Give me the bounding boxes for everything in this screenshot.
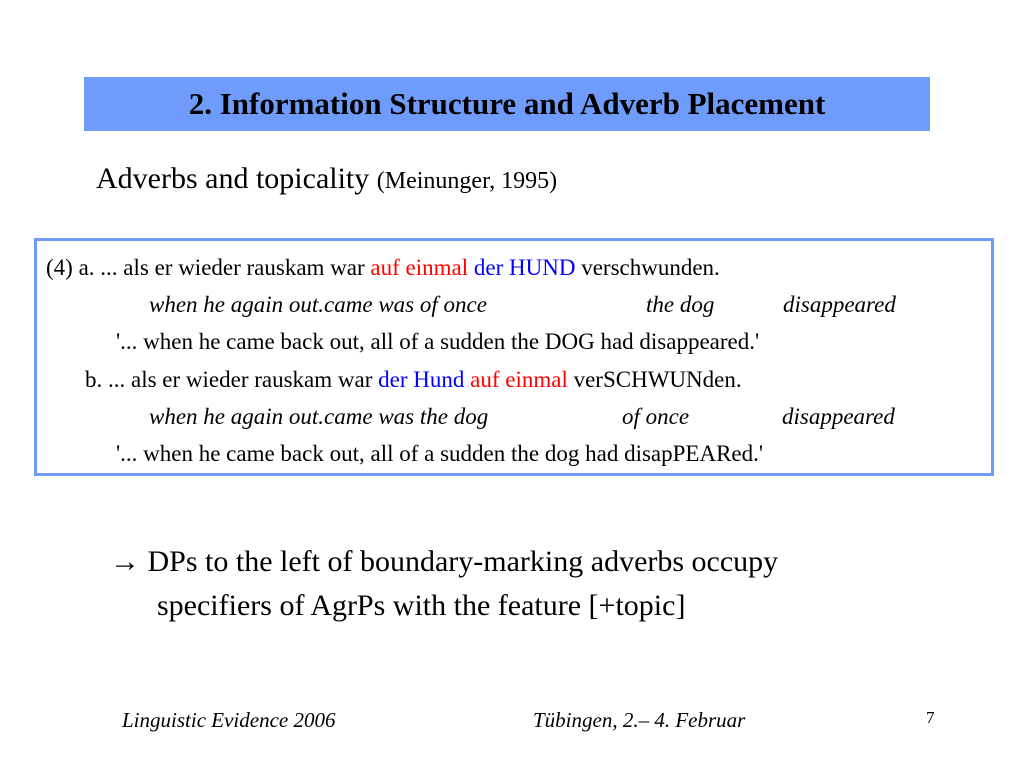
gloss-b-1: when he again out.came was the dog bbox=[149, 404, 489, 429]
gloss-b-3: disappeared bbox=[782, 404, 895, 429]
example-a-gloss bbox=[149, 292, 896, 318]
gloss-b-2: of once bbox=[622, 404, 690, 429]
subtitle-citation: (Meinunger, 1995) bbox=[376, 168, 558, 194]
gloss-a-3: disappeared bbox=[783, 292, 896, 317]
title-bar bbox=[84, 77, 930, 131]
footer-center: Tübingen, 2.– 4. Februar bbox=[533, 708, 746, 732]
subtitle bbox=[96, 162, 557, 196]
example-a-translation: '... when he came back out, all of a sudden the DOG had disappeared.' bbox=[116, 329, 760, 354]
conclusion bbox=[110, 540, 778, 628]
example-a-prefix: (4) a. ... als er wieder rauskam war bbox=[46, 255, 365, 280]
gloss-a-2: the dog bbox=[646, 292, 715, 317]
example-b-prefix: b. ... als er wieder rauskam war bbox=[85, 367, 373, 392]
subtitle-main: Adverbs and topicality bbox=[96, 162, 370, 195]
page-title: 2. Information Structure and Adverb Placement bbox=[188, 86, 826, 121]
example-b-translation: '... when he came back out, all of a sudden the dog had disapPEARed.' bbox=[116, 441, 764, 466]
conclusion-text-1: DPs to the left of boundary-marking adverbs occupy bbox=[147, 545, 779, 578]
example-box bbox=[34, 238, 994, 476]
arrow-icon: → bbox=[110, 545, 140, 578]
gloss-a-1: when he again out.came was of once bbox=[149, 292, 487, 317]
footer-left: Linguistic Evidence 2006 bbox=[122, 708, 336, 732]
example-a-dp: der HUND bbox=[473, 255, 576, 280]
example-a-adverb: auf einmal bbox=[370, 255, 469, 280]
example-b-line bbox=[85, 367, 742, 393]
example-b-rest: verSCHWUNden. bbox=[573, 367, 742, 392]
conclusion-line-1 bbox=[110, 540, 778, 584]
example-b-adverb: auf einmal bbox=[470, 367, 568, 392]
example-a-line bbox=[46, 255, 720, 281]
page-number: 7 bbox=[926, 708, 935, 727]
example-b-dp: der Hund bbox=[378, 367, 465, 392]
example-a-rest: verschwunden. bbox=[581, 255, 720, 280]
example-b-gloss bbox=[149, 404, 895, 430]
conclusion-line-2: specifiers of AgrPs with the feature [+topic] bbox=[157, 589, 686, 622]
